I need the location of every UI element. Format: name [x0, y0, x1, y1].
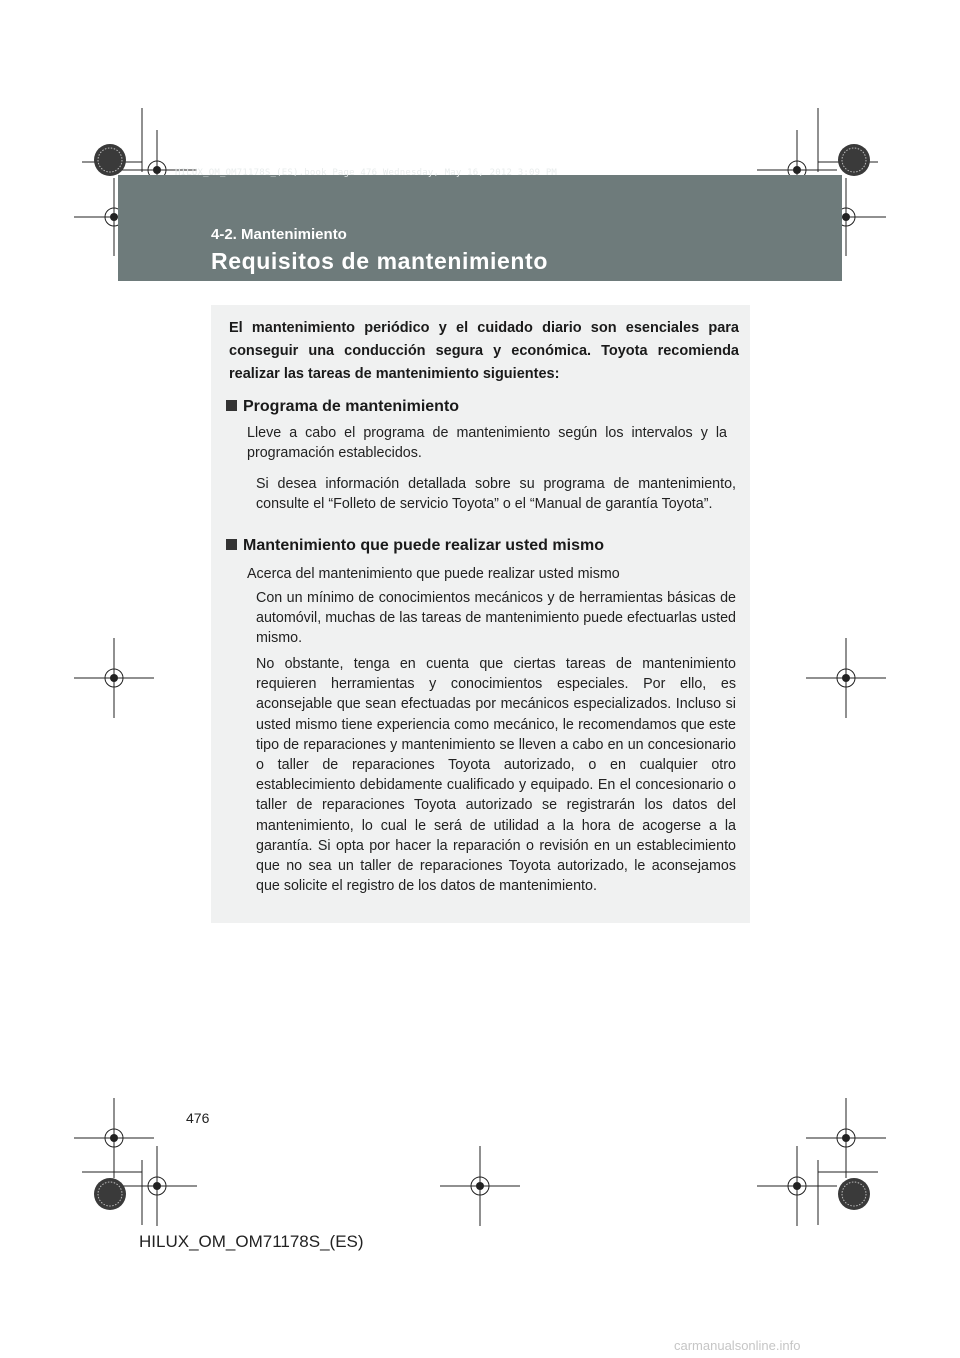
page-number: 476	[186, 1110, 210, 1126]
paragraph: Acerca del mantenimiento que puede realizar usted mismo	[247, 566, 620, 582]
content-box	[211, 305, 750, 923]
section-label: 4-2. Mantenimiento	[211, 226, 347, 243]
square-bullet-icon	[226, 400, 237, 411]
paragraph: Si desea información detallada sobre su programa de mantenimiento, consulte el “Folleto de servicio Toyota” o el “Manual de garantía Toyota”.	[256, 476, 736, 513]
watermark: carmanualsonline.info	[674, 1338, 801, 1353]
footer-code: HILUX_OM_OM71178S_(ES)	[139, 1232, 364, 1251]
section-heading-label: Programa de mantenimiento	[243, 398, 460, 415]
page-title: Requisitos de mantenimiento	[211, 248, 548, 274]
intro-paragraph: El mantenimiento periódico y el cuidado diario son esenciales para conseguir una conducción segura y económica. Toyota recomienda realizar las tareas de mantenimiento siguientes:	[229, 320, 739, 382]
section-heading-programa	[226, 398, 459, 416]
paragraph: Lleve a cabo el programa de mantenimiento según los intervalos y la programación establecidos.	[247, 425, 727, 462]
section-heading-mantenimiento-usted	[226, 537, 604, 555]
paragraph: No obstante, tenga en cuenta que ciertas tareas de mantenimiento requieren herramientas y conocimientos especiales. Por ello, es aconsejable que sean efectuadas por mecánicos especializados. Incluso si usted mismo tiene experiencia como mecánico, le recomendamos que este tipo de reparaciones y mantenimiento se lleven a cabo en un concesionario o taller de reparaciones Toyota autorizado, o en cualquier otro establecimiento debidamente cualificado y equipado. En el concesionario o taller de reparaciones Toyota autorizado se registrarán los datos del mantenimiento, lo cual le será de utilidad a la hora de acogerse a la garantía. Si opta por hacer la reparación o revisión en un establecimiento que no sea un taller de reparaciones Toyota autorizado, le aconsejamos que solicite el registro de los datos de mantenimiento.	[256, 656, 736, 895]
paragraph: Con un mínimo de conocimientos mecánicos y de herramientas básicas de automóvil, muchas de las tareas de mantenimiento puede efectuarlas usted mismo.	[256, 590, 736, 647]
square-bullet-icon	[226, 539, 237, 550]
book-info-line: HILUX_OM_OM71178S_(ES).book Page 476 Wednesday, May 16, 2012 3:09 PM	[175, 168, 558, 178]
section-heading-label: Mantenimiento que puede realizar usted mismo	[243, 537, 604, 554]
